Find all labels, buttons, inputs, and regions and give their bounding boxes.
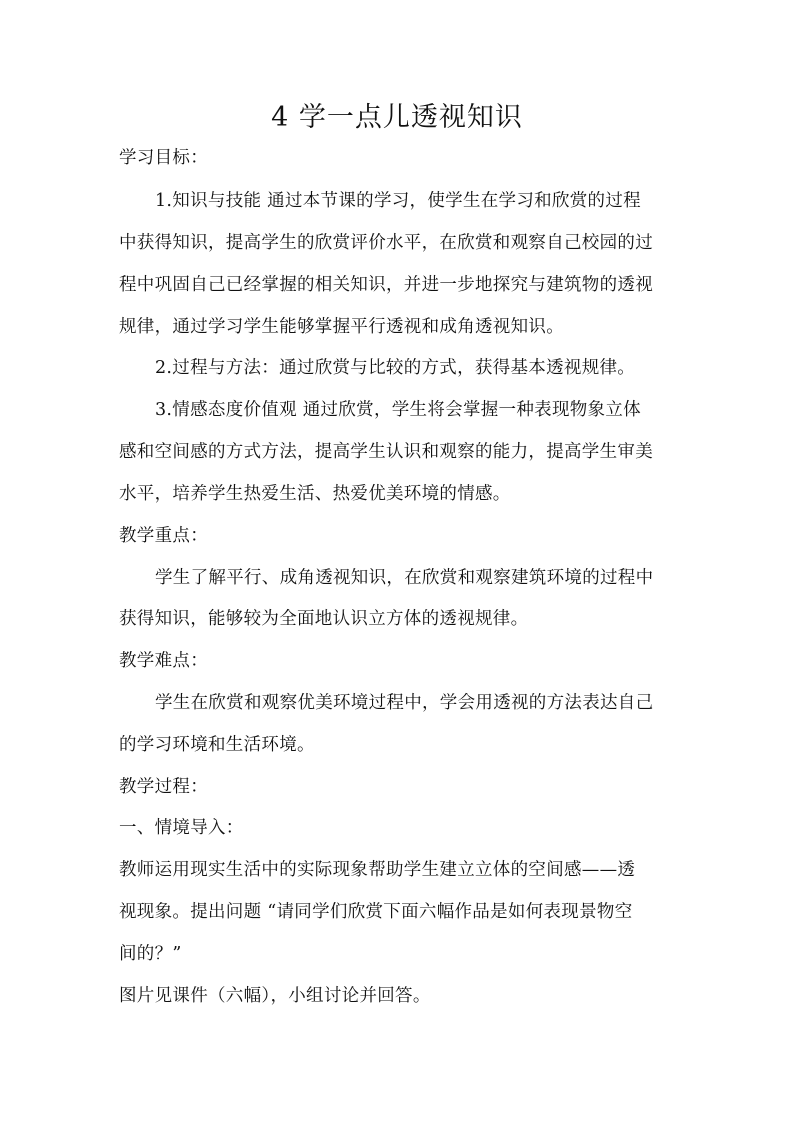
- section-heading-difficulties: 教学难点：: [119, 651, 208, 671]
- paragraph-line: 学生了解平行、成角透视知识，在欣赏和观察建筑环境的过程中: [155, 568, 654, 588]
- paragraph-line: 水平，培养学生热爱生活、热爱优美环境的情感。: [119, 484, 511, 504]
- paragraph-line: 2.过程与方法：通过欣赏与比较的方式，获得基本透视规律。: [155, 358, 636, 378]
- paragraph-line: 感和空间感的方式方法，提高学生认识和观察的能力，提高学生审美: [119, 442, 653, 462]
- document-title: 4 学一点儿透视知识: [271, 102, 523, 133]
- paragraph-line: 的学习环境和生活环境。: [119, 735, 315, 755]
- paragraph-line: 教师运用现实生活中的实际现象帮助学生建立立体的空间感——透: [119, 860, 636, 880]
- paragraph-line: 获得知识，能够较为全面地认识立方体的透视规律。: [119, 609, 529, 629]
- paragraph-line: 图片见课件（六幅），小组讨论并回答。: [119, 986, 431, 1006]
- section-heading-objectives: 学习目标：: [119, 148, 208, 168]
- paragraph-line: 1.知识与技能 通过本节课的学习，使学生在学习和欣赏的过程: [155, 191, 641, 211]
- paragraph-line: 3.情感态度价值观 通过欣赏，学生将会掌握一种表现物象立体: [155, 400, 641, 420]
- paragraph-line: 程中巩固自己已经掌握的相关知识，并进一步地探究与建筑物的透视: [119, 275, 653, 295]
- paragraph-line: 规律，通过学习学生能够掌握平行透视和成角透视知识。: [119, 317, 564, 337]
- section-heading-key-points: 教学重点：: [119, 526, 208, 546]
- paragraph-line: 间的？”: [119, 944, 182, 964]
- paragraph-line: 中获得知识，提高学生的欣赏评价水平，在欣赏和观察自己校园的过: [119, 233, 653, 253]
- paragraph-line: 学生在欣赏和观察优美环境过程中，学会用透视的方法表达自己: [155, 693, 654, 713]
- subsection-heading: 一、情境导入：: [119, 818, 244, 838]
- section-heading-process: 教学过程：: [119, 777, 208, 797]
- paragraph-line: 视现象。提出问题 “请同学们欣赏下面六幅作品是如何表现景物空: [119, 902, 633, 922]
